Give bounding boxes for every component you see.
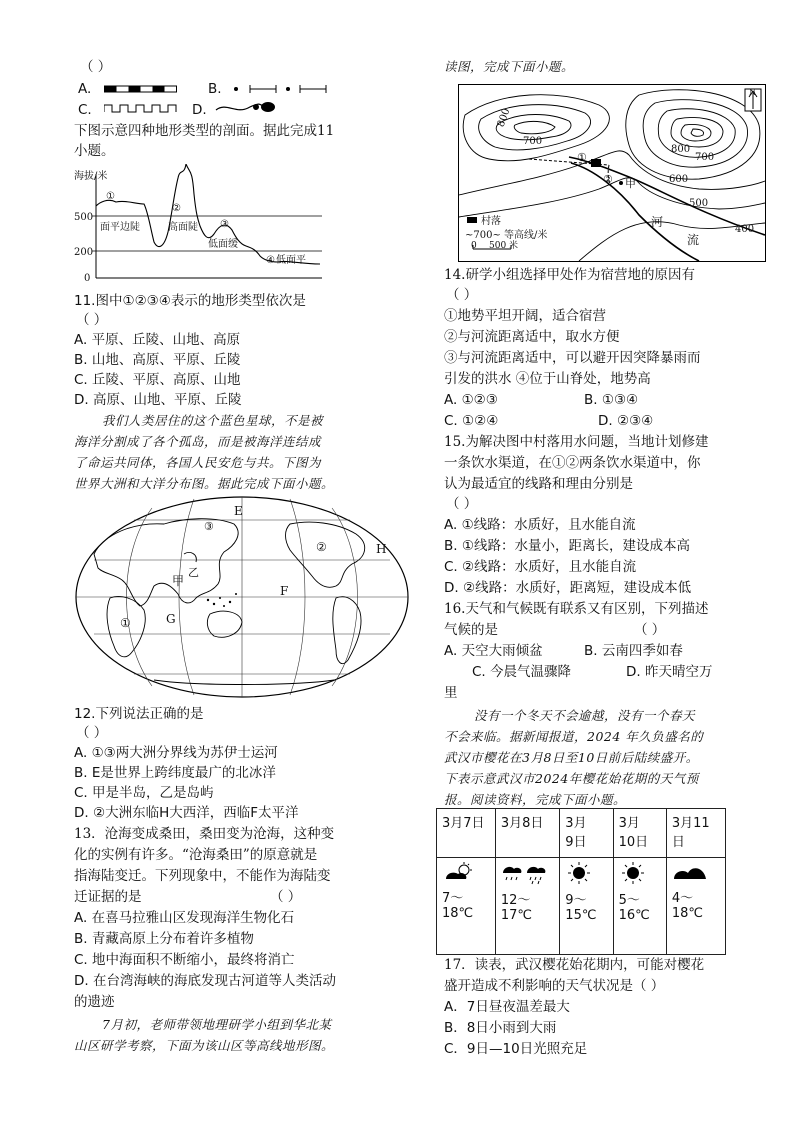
north-arrow-label: N xyxy=(749,88,756,97)
q12-option-d: D. ②大洲东临H大西洋，西临F太平洋 xyxy=(74,805,299,821)
scale-bar-a-icon xyxy=(104,84,178,94)
weather-forecast-table xyxy=(436,808,726,955)
q15-line2: 一条饮水渠道，在①②两条饮水渠道中，你 xyxy=(444,455,701,471)
q17-line1: 17．读表，武汉樱花始花期内，可能对樱花 xyxy=(444,957,705,973)
profile-label-3: ③ xyxy=(220,219,229,230)
q14-statement-2: ②与河流距离适中，取水方便 xyxy=(444,329,620,345)
q14-paren: （ ） xyxy=(446,287,478,303)
q16-option-a: A. 天空大雨倾盆 xyxy=(444,643,543,659)
passage-ocean-line4: 世界大洲和大洋分布图。据此完成下面小题。 xyxy=(74,476,335,491)
intro-q11-line1: 下图示意四种地形类型的剖面。据此完成11 xyxy=(74,123,335,139)
scale-line-b-icon xyxy=(232,82,328,96)
q14-option-b: B. ①③④ xyxy=(584,392,639,408)
profile-y-axis-label: 海拔/米 xyxy=(74,171,108,182)
rain-icon xyxy=(501,861,551,885)
q10-option-b-label: B. xyxy=(208,81,222,97)
passage-study-line1: 7月初，老师带领地理研学小组到华北某 xyxy=(102,1017,332,1032)
river-label-1: 河 xyxy=(651,215,664,229)
q13-option-d-line1: D. 在台湾海峡的海底发现古河道等人类活动 xyxy=(74,973,336,989)
cloudy-sun-icon xyxy=(442,861,476,883)
world-map-figure xyxy=(74,494,410,700)
temp-range: 12～17℃ xyxy=(500,893,532,923)
terrain-profile-figure xyxy=(74,164,334,286)
scale-0: 0 xyxy=(471,241,477,251)
temp-range: 9～ xyxy=(565,893,587,908)
q11-option-d: D. 高原、山地、平原、丘陵 xyxy=(74,392,242,408)
q16-option-b: B. 云南四季如春 xyxy=(584,643,683,659)
q13-option-c: C. 地中海面积不断缩小，最终将消亡 xyxy=(74,952,295,968)
q13-paren: （ ） xyxy=(270,889,302,905)
q13-option-d-line2: 的遗迹 xyxy=(74,994,115,1010)
temp-range: 5～ xyxy=(618,893,640,908)
river-label-2: 流 xyxy=(687,233,700,247)
sun-icon xyxy=(565,861,593,885)
map-label-jia: 甲 xyxy=(172,574,185,588)
passage-sakura-line1: 没有一个冬天不会逾越，没有一个春天 xyxy=(474,708,696,723)
q12-option-a: A. ①③两大洲分界线为苏伊士运河 xyxy=(74,745,278,761)
temp-range: 15℃ xyxy=(565,908,597,923)
weather-cell-3 xyxy=(560,858,613,955)
profile-label-4: ④ xyxy=(266,255,275,266)
q15-line1: 15.为解决图中村落用水问题，当地计划修建 xyxy=(444,434,709,450)
date-cell-3 xyxy=(560,809,613,858)
q12-option-c: C. 甲是半岛，乙是岛屿 xyxy=(74,785,214,801)
scale-500: 500 米 xyxy=(489,241,519,251)
contour-label-600: 600 xyxy=(669,174,689,185)
q12-paren: （ ） xyxy=(76,725,108,741)
q13-line3: 指海陆变迁。下列现象中，不能作为海陆变 xyxy=(74,868,331,884)
q10-option-c-label: C. xyxy=(78,102,92,118)
passage-study-line2: 山区研学考察，下面为该山区等高线地形图。 xyxy=(74,1038,335,1053)
q10-paren: （ ） xyxy=(80,59,112,75)
q13-line2: 化的实例有许多。“沧海桑田”的原意就是 xyxy=(74,847,318,863)
sun-icon xyxy=(619,861,647,885)
date-cell-2 xyxy=(495,809,559,858)
table-header-row xyxy=(437,809,726,858)
q14-option-a: A. ①②③ xyxy=(444,392,498,408)
q14-option-c: C. ①②④ xyxy=(444,413,499,429)
temp-range: 16℃ xyxy=(618,908,650,923)
q15-option-a: A. ①线路：水质好，且水能自流 xyxy=(444,517,636,533)
q13-line1: 13．沧海变成桑田，桑田变为沧海，这种变 xyxy=(74,826,335,842)
contour-label-400: 400 xyxy=(735,224,755,235)
date-label: 3月 xyxy=(618,816,640,831)
crenellated-line-c-icon xyxy=(104,103,178,113)
profile-tick-200: 200 xyxy=(74,247,94,258)
profile-text-1: 面平边陡 xyxy=(100,222,140,233)
contour-intro: 读图，完成下面小题。 xyxy=(444,59,575,74)
date-label: 9日 xyxy=(565,835,587,850)
q14-statement-1: ①地势平坦开阔，适合宿营 xyxy=(444,308,606,324)
map-label-yi: 乙 xyxy=(188,566,199,579)
passage-sakura-line2: 不会来临。据新闻报道，2024 年久负盛名的 xyxy=(444,729,704,744)
canal-label-1: ① xyxy=(577,151,587,164)
date-cell-1 xyxy=(437,809,496,858)
passage-ocean-line1: 我们人类居住的这个蓝色星球，不是被 xyxy=(102,413,324,428)
date-label: 3月8日 xyxy=(500,816,544,831)
q13-option-a: A. 在喜马拉雅山区发现海洋生物化石 xyxy=(74,910,295,926)
map-label-2: ② xyxy=(316,540,327,554)
profile-label-1: ① xyxy=(106,191,115,202)
date-label: 3月7日 xyxy=(442,816,485,831)
contour-map-figure xyxy=(458,84,766,262)
q11-option-c: C. 丘陵、平原、高原、山地 xyxy=(74,372,241,388)
q11-option-a: A. 平原、丘陵、山地、高原 xyxy=(74,332,241,348)
q10-option-a-label: A. xyxy=(78,81,92,97)
q17-option-b: B．8日小雨到大雨 xyxy=(444,1020,557,1036)
q12-option-b: B. E是世界上跨纬度最广的北冰洋 xyxy=(74,765,276,781)
legend-village: 村落 xyxy=(481,216,501,227)
contour-label-800a: 800 xyxy=(495,106,513,129)
q15-paren: （ ） xyxy=(446,496,478,512)
q15-line3: 认为最适宜的线路和理由分别是 xyxy=(444,476,633,492)
q14-stem: 14.研学小组选择甲处作为宿营地的原因有 xyxy=(444,267,695,283)
date-label: 10日 xyxy=(618,835,649,850)
q16-line2: 气候的是 xyxy=(444,622,498,638)
q11-paren: （ ） xyxy=(76,312,108,328)
profile-text-3: 低面缓 xyxy=(208,239,238,250)
passage-ocean-line3: 了命运共同体，各国人民安危与共。下图为 xyxy=(74,455,322,470)
temp-range: 18℃ xyxy=(671,906,703,921)
weather-cell-5 xyxy=(666,858,725,955)
q16-option-c: C. 今晨气温骤降 xyxy=(472,664,572,680)
map-label-E: E xyxy=(234,504,243,518)
date-cell-4 xyxy=(613,809,666,858)
passage-sakura-line5: 报。阅读资料，完成下面小题。 xyxy=(444,792,627,807)
date-label: 3月11日 xyxy=(671,816,710,850)
date-label: 3月 xyxy=(565,816,587,831)
q12-stem: 12.下列说法正确的是 xyxy=(74,706,204,722)
q14-option-d: D. ②③④ xyxy=(598,413,654,429)
q17-option-a: A．7日昼夜温差最大 xyxy=(444,999,570,1015)
temp-range: 7～ xyxy=(442,891,464,906)
contour-label-700a: 700 xyxy=(523,136,543,147)
q11-option-b: B. 山地、高原、平原、丘陵 xyxy=(74,352,241,368)
date-cell-5 xyxy=(666,809,725,858)
contour-label-700b: 700 xyxy=(695,152,715,163)
q14-statement-4: 引发的洪水 ④位于山脊处，地势高 xyxy=(444,371,651,387)
map-label-3: ③ xyxy=(204,520,214,533)
cloud-icon xyxy=(672,861,708,883)
weather-cell-1 xyxy=(437,858,496,955)
q15-option-d: D. ②线路：水质好，距离短，建设成本低 xyxy=(444,580,692,596)
temp-range: 4～ xyxy=(671,891,694,906)
q13-line4: 迁证据的是 xyxy=(74,889,142,905)
profile-text-2: 高面陡 xyxy=(168,222,198,233)
profile-tick-500: 500 xyxy=(74,212,94,223)
q15-option-c: C. ②线路：水质好，且水能自流 xyxy=(444,559,637,575)
map-label-1: ① xyxy=(120,616,131,630)
q13-option-b: B. 青藏高原上分布着许多植物 xyxy=(74,931,254,947)
table-weather-row xyxy=(437,858,726,955)
q16-option-d-cont: 里 xyxy=(444,685,458,701)
contour-label-800b: 800 xyxy=(671,144,691,155)
temp-range: 18℃ xyxy=(442,906,474,921)
profile-tick-0: 0 xyxy=(84,273,91,284)
map-label-H: H xyxy=(376,542,387,556)
map-label-F: F xyxy=(280,584,289,598)
camp-label-jia: 甲 xyxy=(625,177,636,190)
q16-line1: 16.天气和气候既有联系又有区别，下列描述 xyxy=(444,601,709,617)
passage-sakura-line4: 下表示意武汉市2024年樱花始花期的天气预 xyxy=(444,771,699,786)
q17-option-c: C．9日—10日光照充足 xyxy=(444,1041,588,1057)
profile-label-2: ② xyxy=(172,203,181,214)
legend-contour: ~700~ 等高线/米 xyxy=(465,230,548,241)
passage-ocean-line2: 海洋分割成了各个孤岛，而是被海洋连结成 xyxy=(74,434,322,449)
q10-option-d-label: D. xyxy=(192,102,207,118)
intro-q11-line2: 小题。 xyxy=(74,143,115,159)
weather-cell-4 xyxy=(613,858,666,955)
contour-label-500: 500 xyxy=(689,198,709,209)
q15-option-b: B. ①线路：水量小，距离长，建设成本高 xyxy=(444,538,690,554)
q14-statement-3: ③与河流距离适中，可以避开因突降暴雨而 xyxy=(444,350,701,366)
route-line-d-icon xyxy=(214,98,278,116)
passage-sakura-line3: 武汉市樱花在3月8日至10日前后陆续盛开。 xyxy=(444,750,699,765)
q16-option-d: D. 昨天晴空万 xyxy=(626,664,713,680)
canal-label-2: ② xyxy=(603,173,613,186)
q16-paren: （ ） xyxy=(634,622,666,638)
map-label-G: G xyxy=(166,612,176,626)
profile-text-4: 低面平 xyxy=(276,255,306,266)
q11-stem: 11.图中①②③④表示的地形类型依次是 xyxy=(74,293,306,309)
q17-line2: 盛开造成不利影响的天气状况是（ ） xyxy=(444,978,665,994)
weather-cell-2 xyxy=(495,858,559,955)
